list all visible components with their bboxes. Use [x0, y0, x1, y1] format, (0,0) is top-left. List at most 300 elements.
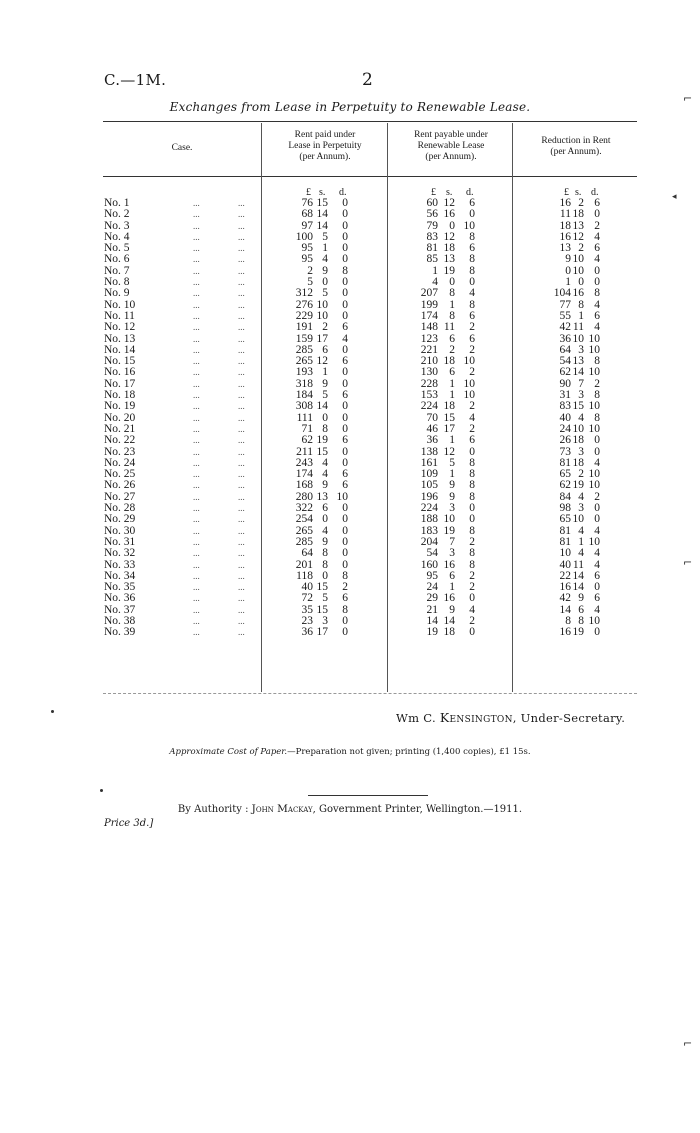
payable-shillings: 6 [449, 366, 455, 379]
column-header-line: (per Annum). [550, 147, 602, 157]
leader-dots: ... [193, 514, 200, 525]
reduction-pence: 0 [594, 264, 600, 277]
paid-shillings: 4 [322, 253, 328, 266]
paid-pounds: 68 [301, 208, 313, 221]
case-label: No. 3 [104, 219, 130, 232]
leader-dots: ... [193, 299, 200, 310]
payable-shillings: 18 [443, 242, 455, 255]
leader-dots: ... [193, 378, 200, 389]
table-row [0, 548, 700, 559]
column-divider [387, 123, 388, 180]
payable-pence: 6 [469, 197, 475, 209]
reduction-shillings: 14 [572, 569, 584, 582]
paid-pence: 0 [342, 287, 348, 300]
paid-pounds: 308 [295, 400, 313, 413]
price: Price 3d.] [104, 818, 154, 829]
paid-pence: 0 [342, 400, 348, 413]
reduction-pence: 8 [594, 411, 600, 424]
payable-shillings: 16 [443, 558, 455, 571]
payable-pence: 0 [469, 626, 475, 639]
payable-pounds: 29 [426, 592, 438, 605]
paid-shillings: 2 [322, 321, 328, 334]
leader-dots: ... [193, 435, 200, 446]
leader-dots: ... [238, 412, 245, 423]
authority-prefix: By Authority : [177, 804, 249, 815]
signature-surname: Kensington [439, 710, 513, 725]
reduction-pence: 10 [588, 366, 600, 379]
payable-pounds: 79 [426, 219, 438, 232]
leader-dots: ... [193, 559, 200, 570]
reduction-shillings: 18 [572, 208, 584, 221]
leader-dots: ... [193, 480, 200, 491]
paid-pounds: 71 [301, 422, 313, 435]
paid-pence: 0 [342, 411, 348, 424]
payable-shillings: 5 [449, 456, 455, 469]
paid-pence: 0 [342, 502, 348, 515]
leader-dots: ... [238, 423, 245, 434]
column-header-line: Reduction in Rent [541, 136, 611, 146]
margin-mark: ⌐ [683, 556, 693, 569]
reduction-shillings: 3 [578, 445, 584, 458]
payable-pounds: 224 [420, 400, 438, 413]
paid-pounds: 191 [295, 321, 313, 334]
paid-pounds: 265 [295, 355, 313, 368]
reduction-pence: 6 [594, 592, 600, 605]
reduction-pounds: 16 [559, 581, 571, 594]
payable-pence: 2 [469, 321, 475, 334]
paid-shillings: 14 [316, 219, 328, 232]
leader-dots: ... [238, 198, 245, 208]
paid-pounds: 36 [301, 626, 313, 639]
payable-shillings: 1 [449, 468, 455, 481]
payable-pounds: 153 [420, 389, 438, 402]
paid-shillings: 5 [322, 389, 328, 402]
case-label: No. 11 [104, 309, 135, 322]
reduction-pounds: 40 [559, 558, 571, 571]
payable-pounds: 109 [420, 468, 438, 481]
signature-middle: C. [423, 711, 436, 725]
paid-pence: 6 [342, 355, 348, 368]
paid-pounds: 168 [295, 479, 313, 492]
reduction-pence: 6 [594, 569, 600, 582]
reduction-pounds: 104 [553, 287, 571, 300]
leader-dots: ... [193, 503, 200, 514]
paid-pence: 6 [342, 592, 348, 605]
paid-shillings: 4 [322, 524, 328, 537]
paid-shillings: 6 [322, 502, 328, 515]
leader-dots: ... [193, 288, 200, 299]
reduction-pence: 8 [594, 287, 600, 300]
paid-shillings: 10 [316, 309, 328, 322]
table-top-rule [103, 121, 637, 122]
leader-dots: ... [238, 288, 245, 299]
paid-shillings: 5 [322, 592, 328, 605]
margin-mark: ⌐ [683, 1037, 693, 1050]
case-label: No. 28 [104, 502, 136, 515]
payable-pence: 8 [469, 253, 475, 266]
paid-shillings: 0 [322, 276, 328, 289]
page-number: 2 [362, 70, 373, 90]
paid-pounds: 276 [295, 298, 313, 311]
leader-dots: ... [238, 469, 245, 480]
leader-dots: ... [193, 423, 200, 434]
paid-pence: 0 [342, 253, 348, 266]
table-title: Exchanges from Lease in Perpetuity to Renewable Lease. [169, 100, 531, 114]
reduction-pounds: 8 [565, 614, 571, 627]
column-header-line: Rent payable under [414, 130, 488, 140]
payable-pence: 6 [469, 309, 475, 322]
paid-pounds: 35 [301, 603, 313, 616]
payable-pounds: 228 [420, 377, 438, 390]
leader-dots: ... [193, 220, 200, 231]
reduction-pounds: 0 [565, 264, 571, 277]
reduction-shillings: 3 [578, 389, 584, 402]
leader-dots: ... [193, 322, 200, 333]
reduction-pence: 6 [594, 309, 600, 322]
payable-pence: 6 [469, 332, 475, 345]
payable-shillings: 1 [449, 581, 455, 594]
case-label: No. 8 [104, 276, 130, 289]
paid-shillings: 17 [316, 626, 328, 639]
column-divider [261, 123, 262, 180]
leader-dots: ... [193, 401, 200, 412]
reduction-pence: 4 [594, 298, 600, 311]
payable-pounds: 199 [420, 298, 438, 311]
payable-shillings: 11 [443, 321, 455, 334]
payable-pence: 0 [469, 276, 475, 289]
unit-label: d. [591, 187, 599, 198]
case-label: No. 29 [104, 513, 136, 526]
leader-dots: ... [193, 209, 200, 220]
paid-pounds: 23 [301, 614, 313, 627]
table-row [0, 209, 700, 220]
payable-pounds: 207 [420, 287, 438, 300]
authority-line [0, 803, 700, 815]
paid-shillings: 5 [322, 230, 328, 243]
reduction-pence: 0 [594, 445, 600, 458]
payable-pence: 8 [469, 298, 475, 311]
margin-mark: ⌐ [683, 92, 693, 105]
leader-dots: ... [238, 310, 245, 321]
paid-pence: 0 [342, 524, 348, 537]
table-row [0, 322, 700, 333]
leader-dots: ... [238, 243, 245, 254]
leader-dots: ... [193, 243, 200, 254]
reduction-pounds: 36 [559, 332, 571, 345]
case-label: No. 16 [104, 366, 136, 379]
paid-shillings: 9 [322, 264, 328, 277]
paid-pounds: 174 [295, 468, 313, 481]
paid-shillings: 4 [322, 468, 328, 481]
reduction-pence: 0 [594, 502, 600, 515]
reduction-shillings: 11 [572, 558, 584, 571]
footer-rule [308, 795, 428, 796]
paid-shillings: 9 [322, 535, 328, 548]
payable-pounds: 85 [426, 253, 438, 266]
reduction-pence: 10 [588, 479, 600, 492]
paid-pence: 2 [342, 581, 348, 594]
paid-shillings: 15 [316, 603, 328, 616]
payable-pence: 0 [469, 592, 475, 605]
payable-pounds: 210 [420, 355, 438, 368]
payable-pounds: 148 [420, 321, 438, 334]
payable-pence: 10 [463, 377, 475, 390]
payable-shillings: 16 [443, 208, 455, 221]
paid-pounds: 97 [301, 219, 313, 232]
reduction-pounds: 84 [559, 490, 571, 503]
leader-dots: ... [238, 582, 245, 593]
leader-dots: ... [193, 491, 200, 502]
paid-shillings: 12 [316, 355, 328, 368]
document-reference: C.—1M. [104, 71, 167, 89]
paid-shillings: 14 [316, 400, 328, 413]
payable-pounds: 221 [420, 343, 438, 356]
case-label: No. 26 [104, 479, 136, 492]
reduction-pence: 4 [594, 230, 600, 243]
leader-dots: ... [238, 480, 245, 491]
reduction-pounds: 9 [565, 253, 571, 266]
reduction-pence: 4 [594, 558, 600, 571]
paid-pounds: 184 [295, 389, 313, 402]
paid-shillings: 0 [322, 569, 328, 582]
leader-dots: ... [193, 627, 200, 638]
leader-dots: ... [238, 604, 245, 615]
payable-pence: 0 [469, 513, 475, 526]
payable-pence: 4 [469, 603, 475, 616]
paid-pence: 0 [342, 309, 348, 322]
leader-dots: ... [238, 356, 245, 367]
leader-dots: ... [193, 390, 200, 401]
paid-shillings: 1 [322, 366, 328, 379]
paid-pence: 6 [342, 468, 348, 481]
payable-pounds: 4 [432, 276, 438, 289]
reduction-pounds: 64 [559, 343, 571, 356]
leader-dots: ... [193, 615, 200, 626]
leader-dots: ... [193, 265, 200, 276]
case-label: No. 15 [104, 355, 136, 368]
paid-pence: 0 [342, 558, 348, 571]
reduction-shillings: 14 [572, 366, 584, 379]
case-label: No. 5 [104, 242, 130, 255]
case-label: No. 39 [104, 626, 136, 639]
case-label: No. 31 [104, 535, 136, 548]
column-header-line: Rent paid under [294, 130, 356, 140]
reduction-shillings: 4 [578, 524, 584, 537]
unit-label: s. [575, 187, 582, 198]
reduction-pounds: 65 [559, 468, 571, 481]
signature: Wm C. Kensington, Under-Secretary. [396, 710, 626, 725]
paid-pence: 0 [342, 513, 348, 526]
reduction-pounds: 73 [559, 445, 571, 458]
leader-dots: ... [238, 457, 245, 468]
reduction-pence: 10 [588, 400, 600, 413]
leader-dots: ... [193, 231, 200, 242]
payable-pounds: 105 [420, 479, 438, 492]
reduction-pounds: 81 [559, 535, 571, 548]
paid-pounds: 265 [295, 524, 313, 537]
margin-dot [51, 710, 54, 713]
paid-shillings: 0 [322, 513, 328, 526]
table-bottom-rule [103, 693, 637, 694]
paid-shillings: 19 [316, 434, 328, 447]
leader-dots: ... [238, 401, 245, 412]
reduction-shillings: 8 [578, 614, 584, 627]
leader-dots: ... [238, 491, 245, 502]
paid-pounds: 111 [296, 411, 313, 424]
reduction-pounds: 90 [559, 377, 571, 390]
payable-pence: 6 [469, 242, 475, 255]
reduction-pounds: 42 [559, 321, 571, 334]
column-header-line: Renewable Lease [417, 141, 485, 151]
paid-shillings: 1 [322, 242, 328, 255]
reduction-pence: 4 [594, 547, 600, 560]
leader-dots: ... [238, 277, 245, 288]
leader-dots: ... [238, 299, 245, 310]
paid-shillings: 8 [322, 422, 328, 435]
reduction-pounds: 31 [559, 389, 571, 402]
payable-shillings: 0 [449, 219, 455, 232]
paid-shillings: 8 [322, 558, 328, 571]
payable-pounds: 161 [420, 456, 438, 469]
paid-pence: 0 [342, 298, 348, 311]
leader-dots: ... [193, 310, 200, 321]
case-label: No. 23 [104, 445, 136, 458]
payable-shillings: 18 [443, 626, 455, 639]
reduction-pence: 8 [594, 389, 600, 402]
leader-dots: ... [238, 209, 245, 220]
cost-text: —Preparation not given; printing (1,400 copies), £1 15s. [287, 747, 531, 757]
payable-shillings: 1 [449, 377, 455, 390]
payable-pence: 8 [469, 468, 475, 481]
reduction-pounds: 65 [559, 513, 571, 526]
paid-pence: 0 [342, 445, 348, 458]
payable-pounds: 224 [420, 502, 438, 515]
reduction-pounds: 54 [559, 355, 571, 368]
reduction-pounds: 26 [559, 434, 571, 447]
case-label: No. 17 [104, 377, 136, 390]
payable-pence: 0 [469, 208, 475, 221]
reduction-pence: 4 [594, 253, 600, 266]
paid-shillings: 6 [322, 343, 328, 356]
reduction-shillings: 18 [572, 434, 584, 447]
payable-shillings: 18 [443, 355, 455, 368]
reduction-shillings: 10 [572, 332, 584, 345]
payable-shillings: 1 [449, 298, 455, 311]
reduction-shillings: 10 [572, 253, 584, 266]
reduction-shillings: 1 [578, 309, 584, 322]
paid-pounds: 159 [295, 332, 313, 345]
reduction-shillings: 10 [572, 264, 584, 277]
leader-dots: ... [238, 390, 245, 401]
paid-pounds: 243 [295, 456, 313, 469]
reduction-pence: 0 [594, 276, 600, 289]
payable-shillings: 3 [449, 547, 455, 560]
payable-shillings: 14 [443, 614, 455, 627]
unit-label: £ [431, 187, 436, 198]
reduction-pence: 8 [594, 355, 600, 368]
payable-pounds: 123 [420, 332, 438, 345]
reduction-pounds: 13 [559, 242, 571, 255]
reduction-shillings: 19 [572, 479, 584, 492]
paid-pence: 6 [342, 321, 348, 334]
reduction-pence: 4 [594, 456, 600, 469]
reduction-shillings: 3 [578, 343, 584, 356]
reduction-shillings: 0 [578, 276, 584, 289]
payable-shillings: 9 [449, 490, 455, 503]
payable-pence: 2 [469, 614, 475, 627]
paid-pence: 0 [342, 230, 348, 243]
column-header-line: (per Annum). [425, 152, 477, 162]
payable-shillings: 2 [449, 343, 455, 356]
reduction-pence: 2 [594, 219, 600, 232]
payable-shillings: 18 [443, 400, 455, 413]
reduction-pence: 2 [594, 490, 600, 503]
paid-pounds: 285 [295, 535, 313, 548]
paid-pounds: 229 [295, 309, 313, 322]
reduction-pence: 10 [588, 468, 600, 481]
leader-dots: ... [193, 333, 200, 344]
paid-shillings: 9 [322, 479, 328, 492]
margin-mark: ◂ [672, 192, 677, 202]
unit-label: s. [446, 187, 453, 198]
reduction-pence: 0 [594, 513, 600, 526]
reduction-shillings: 13 [572, 355, 584, 368]
reduction-pence: 10 [588, 614, 600, 627]
payable-shillings: 8 [449, 287, 455, 300]
reduction-pence: 2 [594, 377, 600, 390]
payable-pounds: 81 [426, 242, 438, 255]
reduction-pence: 0 [594, 581, 600, 594]
reduction-pounds: 62 [559, 479, 571, 492]
case-label: No. 32 [104, 547, 136, 560]
payable-shillings: 10 [443, 513, 455, 526]
payable-pence: 2 [469, 366, 475, 379]
paid-pounds: 285 [295, 343, 313, 356]
reduction-shillings: 4 [578, 490, 584, 503]
payable-shillings: 9 [449, 479, 455, 492]
paid-pence: 6 [342, 434, 348, 447]
reduction-shillings: 2 [578, 468, 584, 481]
case-label: No. 14 [104, 343, 136, 356]
paid-pence: 4 [342, 332, 348, 345]
paid-shillings: 9 [322, 377, 328, 390]
case-label: No. 24 [104, 456, 136, 469]
reduction-pounds: 62 [559, 366, 571, 379]
paid-pence: 0 [342, 626, 348, 639]
leader-dots: ... [238, 344, 245, 355]
payable-pounds: 21 [426, 603, 438, 616]
leader-dots: ... [238, 322, 245, 333]
paid-pence: 10 [336, 490, 348, 503]
leader-dots: ... [238, 265, 245, 276]
reduction-shillings: 14 [572, 581, 584, 594]
payable-pence: 2 [469, 400, 475, 413]
payable-pence: 4 [469, 287, 475, 300]
reduction-pence: 6 [594, 197, 600, 209]
case-label: No. 30 [104, 524, 136, 537]
reduction-pounds: 77 [559, 298, 571, 311]
column-header [103, 143, 261, 154]
payable-shillings: 6 [449, 332, 455, 345]
leader-dots: ... [193, 536, 200, 547]
paid-pounds: 118 [296, 569, 313, 582]
reduction-pounds: 18 [559, 219, 571, 232]
signature-title: Under-Secretary. [520, 711, 626, 725]
reduction-pounds: 16 [559, 197, 571, 209]
table-row [0, 401, 700, 412]
payable-shillings: 9 [449, 603, 455, 616]
payable-pounds: 188 [420, 513, 438, 526]
